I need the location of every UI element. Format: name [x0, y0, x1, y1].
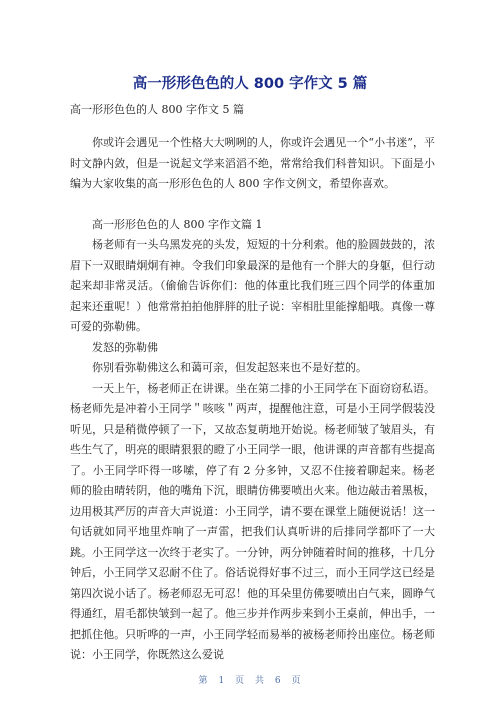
body-paragraph: 杨老师有一头乌黑发亮的头发，短短的十分利索。他的脸圆鼓鼓的，浓眉下一双眼睛炯炯有神。令我们印象最深的是他有一个胖大的身躯，但行动起来却非常灵活。（偷偷告诉你们：他的体重比我们班三四个同学的体重加起来还重呢！）他常常拍拍他胖胖的肚子说：宰相肚里能撑船哦。真像一尊可爱的弥勒佛。: [70, 238, 435, 333]
document-title: 高一形形色色的人 800 字作文 5 篇: [132, 76, 368, 92]
body-paragraph: 一天上午，杨老师正在讲课。坐在第二排的小王同学在下面窃窃私语。杨老师先是冲着小王同学＂咳咳＂两声，提醒他注意，可是小王同学假装没听见，只是稍微停顿了一下，又故态复萌地开始说。杨老师皱了皱眉头，有些生气了，明亮的眼睛狠狠的瞪了小王同学一眼，他讲课的声音都有些提高了。小王同学吓得一哆嗦，停了有 2 分多钟，又忍不住接着聊起来。杨老师的脸由晴转阴，他的嘴角下沉，眼睛仿佛要喷出火来。他边敲击着黑板，边用极其严厉的声音大声说道：小王同学，请不要在课堂上随便说话！这一句话就如同平地里炸响了一声雷，把我们认真听讲的后排同学都吓了一大跳。小王同学这一次终于老实了。一分钟，两分钟随着时间的推移，十几分钟后，小王同学又忍耐不住了。俗话说得好事不过三，而小王同学这已经是第四次说小话了。杨老师忍无可忍！他的耳朵里仿佛要喷出白气来，圆睁气得通红，眉毛都快皱到一起了。他三步并作两步来到小王桌前，伸出手，一把抓住他。只听哗的一声，小王同学轻而易举的被杨老师拎出座位。杨老师说：小王同学，你既然这么爱说: [70, 381, 435, 661]
footer-current-page: 1: [218, 676, 226, 686]
document-subtitle: 高一形形色色的人 800 字作文 5 篇: [70, 103, 244, 116]
body-paragraph: 你别看弥勒佛这么和蔼可亲，但发起怒来也不是好惹的。: [92, 361, 367, 374]
footer-total-pages: 6: [274, 676, 282, 686]
intro-paragraph: 你或许会遇见一个性格大大咧咧的人，你或许会遇见一个“小书迷”，平时文静内敛，但是一说起文学来滔滔不绝，常常给我们科普知识。下面是小编为大家收集的高一形形色色的人 800 字作文例文，希望你喜欢。: [70, 136, 435, 190]
document-body: [70, 133, 435, 666]
page-footer: [0, 673, 500, 686]
footer-label-end: 页: [291, 676, 302, 686]
footer-label-of: 页: [235, 676, 246, 686]
footer-label-total: 共: [254, 676, 265, 686]
subsection-heading: 发怒的弥勒佛: [92, 340, 158, 354]
section-heading: 高一形形色色的人 800 字作文篇 1: [92, 217, 263, 231]
footer-label-page: 第: [198, 676, 209, 686]
